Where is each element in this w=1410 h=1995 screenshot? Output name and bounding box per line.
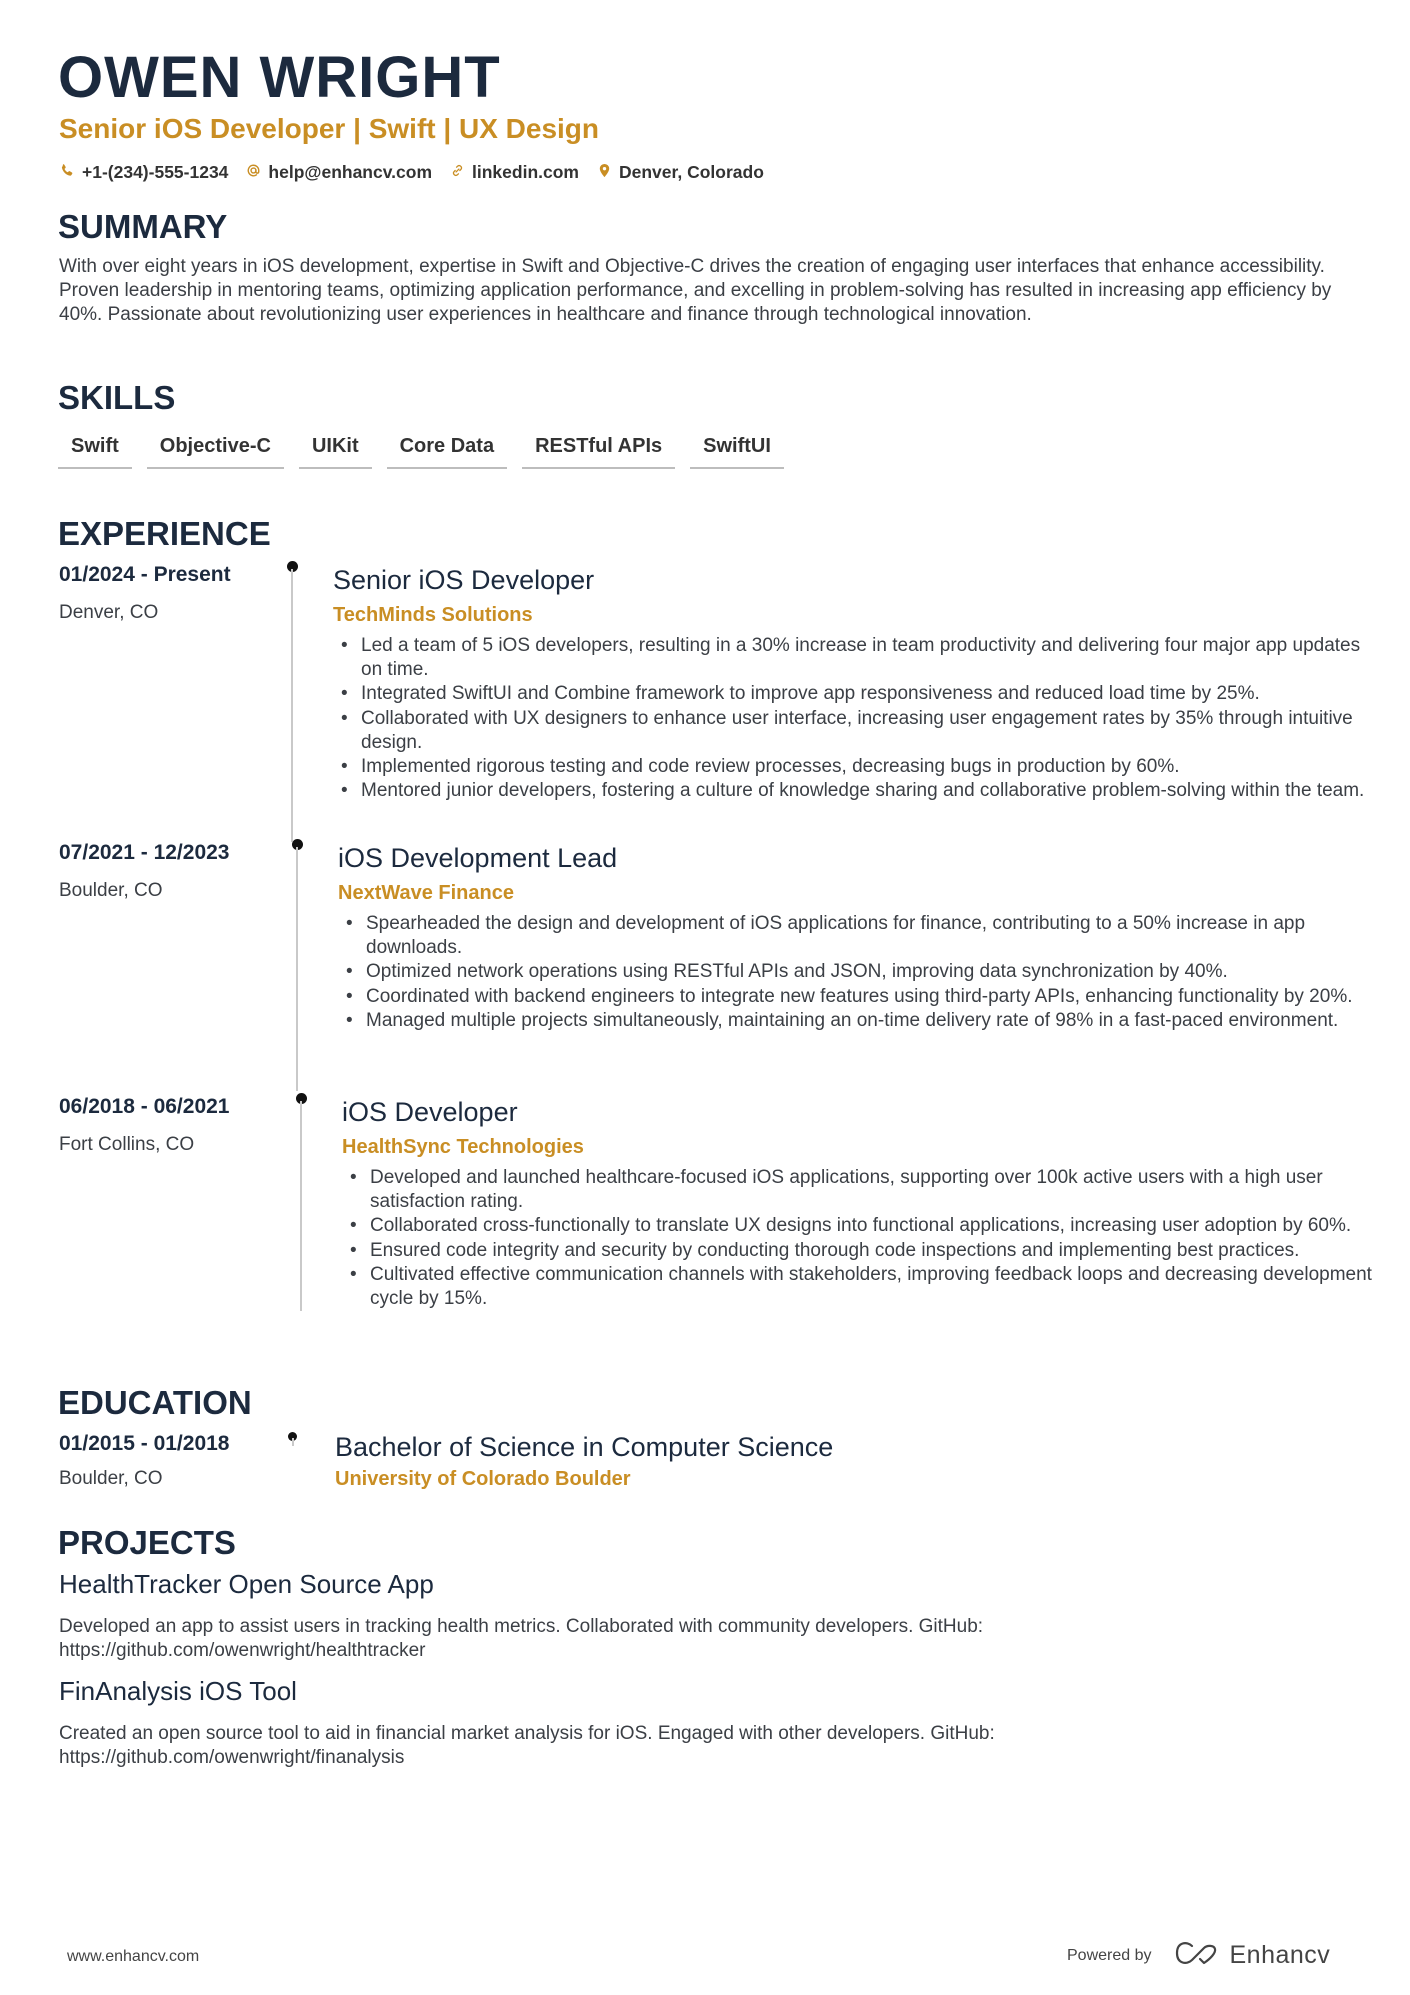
summary-text: With over eight years in iOS development, expertise in Swift and Objective-C drives the creation of engaging user interfaces that enhance accessibility. Proven leadership in mentoring teams, optimizing application performance, and excelling in problem-solving has resulted in increasing app efficiency by 40%. Passionate about revolutionizing user experiences in healthcare and finance through technological innovation. bbox=[59, 256, 1332, 325]
achievement-item: • Integrated SwiftUI and Combine framework to improve app responsiveness and reduced load time by 25%. bbox=[333, 682, 1373, 706]
skill-tag: SwiftUI bbox=[690, 433, 784, 469]
skill-tag: Swift bbox=[58, 433, 132, 469]
candidate-name: OWEN WRIGHT bbox=[58, 45, 501, 110]
skills-list bbox=[58, 433, 784, 469]
footer-branding bbox=[1067, 1940, 1330, 1971]
enhancv-logo-icon bbox=[1174, 1940, 1220, 1971]
achievement-list bbox=[338, 912, 1378, 1033]
section-title-projects: PROJECTS bbox=[58, 1524, 236, 1561]
phone-number: +1-(234)-555-1234 bbox=[82, 162, 229, 182]
at-icon bbox=[246, 160, 261, 184]
achievement-item: • Cultivated effective communication channels with stakeholders, improving feedback loops and decreasing development cycle by 15%. bbox=[342, 1263, 1382, 1311]
company-name: HealthSync Technologies bbox=[342, 1136, 584, 1158]
candidate-headline: Senior iOS Developer | Swift | UX Design bbox=[59, 113, 600, 144]
section-title-summary: SUMMARY bbox=[58, 208, 228, 245]
job-title: iOS Developer bbox=[342, 1097, 518, 1127]
phone-icon bbox=[60, 160, 75, 184]
achievement-item: • Optimized network operations using RESTful APIs and JSON, improving data synchronization by 40%. bbox=[338, 960, 1378, 984]
linkedin-link[interactable]: linkedin.com bbox=[472, 162, 579, 182]
achievement-item: • Coordinated with backend engineers to integrate new features using third-party APIs, enhancing functionality by 20%. bbox=[338, 985, 1378, 1009]
job-title: iOS Development Lead bbox=[338, 843, 618, 873]
link-icon bbox=[450, 160, 465, 184]
section-title-skills: SKILLS bbox=[58, 379, 176, 416]
section-title-education: EDUCATION bbox=[58, 1384, 252, 1421]
footer-website-link[interactable]: www.enhancv.com bbox=[67, 1948, 200, 1965]
achievement-item: • Collaborated with UX designers to enhance user interface, increasing user engagement rates by 35% through intuitive design. bbox=[333, 707, 1373, 755]
school-name: University of Colorado Boulder bbox=[335, 1468, 631, 1490]
enhancv-logo-text: Enhancv bbox=[1229, 1941, 1331, 1969]
company-name: NextWave Finance bbox=[338, 882, 514, 904]
email-address[interactable]: help@enhancv.com bbox=[268, 162, 433, 182]
enhancv-logo[interactable] bbox=[1174, 1940, 1331, 1971]
entry-location: Boulder, CO bbox=[59, 1468, 163, 1489]
entry-location: Boulder, CO bbox=[59, 880, 163, 901]
achievement-item: • Implemented rigorous testing and code review processes, decreasing bugs in production by 60%. bbox=[333, 755, 1373, 779]
entry-date: 06/2018 - 06/2021 bbox=[59, 1095, 230, 1118]
contact-email[interactable] bbox=[246, 160, 432, 184]
project-title: FinAnalysis iOS Tool bbox=[59, 1676, 297, 1706]
entry-date: 07/2021 - 12/2023 bbox=[59, 841, 230, 864]
achievement-item: • Led a team of 5 iOS developers, resulting in a 30% increase in team productivity and delivering four major app updates on time. bbox=[333, 634, 1373, 682]
achievement-item: • Collaborated cross-functionally to translate UX designs into functional applications, increasing user adoption by 60%. bbox=[342, 1214, 1382, 1238]
location-pin-icon bbox=[597, 160, 612, 184]
job-title: Senior iOS Developer bbox=[333, 565, 595, 595]
timeline-line bbox=[291, 569, 293, 842]
company-name: TechMinds Solutions bbox=[333, 604, 533, 626]
skill-tag: UIKit bbox=[299, 433, 372, 469]
achievement-item: • Spearheaded the design and development of iOS applications for finance, contributing to a 50% increase in app downloads. bbox=[338, 912, 1378, 960]
entry-location: Fort Collins, CO bbox=[59, 1134, 195, 1155]
contact-linkedin[interactable] bbox=[450, 160, 579, 184]
entry-location: Denver, CO bbox=[59, 602, 159, 623]
powered-by-label: Powered by bbox=[1067, 1946, 1152, 1964]
entry-date: 01/2015 - 01/2018 bbox=[59, 1432, 230, 1455]
degree-title: Bachelor of Science in Computer Science bbox=[335, 1432, 834, 1462]
entry-date: 01/2024 - Present bbox=[59, 563, 231, 586]
timeline-line bbox=[296, 847, 298, 1091]
project-description: Created an open source tool to aid in financial market analysis for iOS. Engaged with other developers. GitHub: https://github.com/owenwright/finanalysis bbox=[59, 1723, 995, 1768]
achievement-list bbox=[333, 634, 1373, 803]
section-title-experience: EXPERIENCE bbox=[58, 515, 271, 552]
skill-tag: Objective-C bbox=[147, 433, 284, 469]
skill-tag: RESTful APIs bbox=[522, 433, 675, 469]
contact-phone bbox=[60, 160, 228, 184]
achievement-item: • Mentored junior developers, fostering a culture of knowledge sharing and collaborative problem-solving within the team. bbox=[333, 779, 1373, 803]
achievement-list bbox=[342, 1166, 1382, 1311]
timeline-line bbox=[300, 1101, 302, 1311]
project-description: Developed an app to assist users in tracking health metrics. Collaborated with community developers. GitHub: https://github.com/owenwright/healthtracker bbox=[59, 1616, 984, 1661]
achievement-item: • Developed and launched healthcare-focused iOS applications, supporting over 100k active users with a high user satisfaction rating. bbox=[342, 1166, 1382, 1214]
achievement-item: • Managed multiple projects simultaneously, maintaining an on-time delivery rate of 98% in a fast-paced environment. bbox=[338, 1009, 1378, 1033]
skill-tag: Core Data bbox=[387, 433, 507, 469]
project-title: HealthTracker Open Source App bbox=[59, 1569, 434, 1599]
timeline-line bbox=[292, 1438, 294, 1446]
location-text: Denver, Colorado bbox=[618, 162, 764, 182]
achievement-item: • Ensured code integrity and security by conducting thorough code inspections and implementing best practices. bbox=[342, 1239, 1382, 1263]
contact-location bbox=[597, 160, 764, 184]
contact-bar bbox=[60, 160, 764, 184]
